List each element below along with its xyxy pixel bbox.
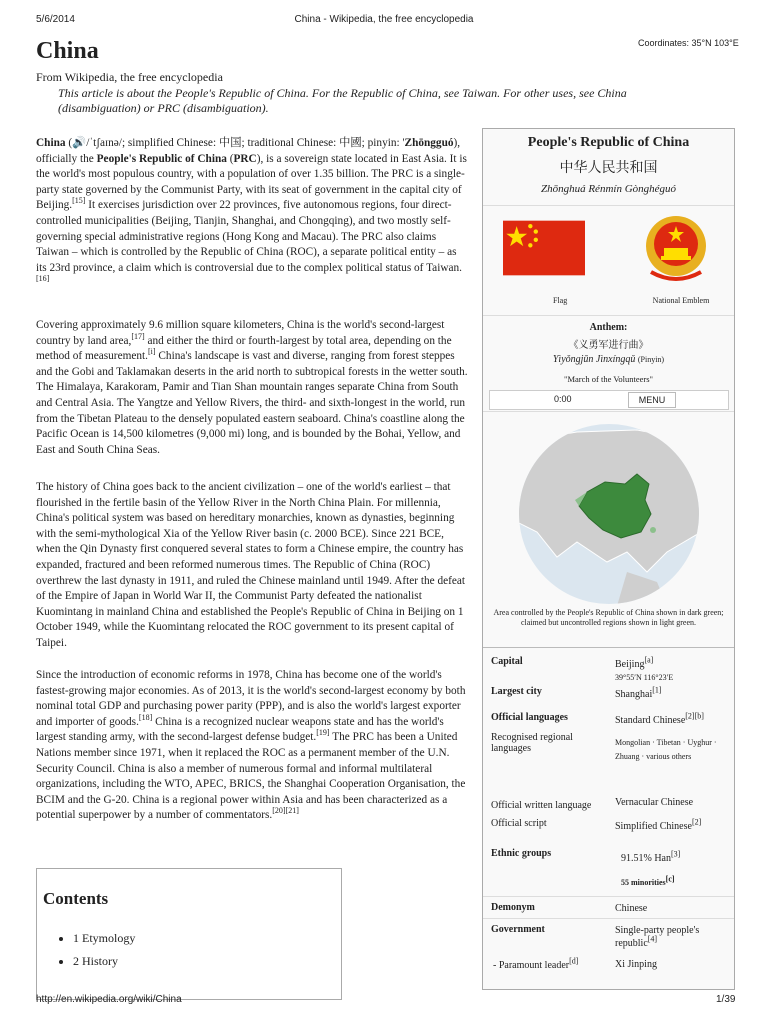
lead-paragraph-4: Since the introduction of economic reforms in 1978, China has become one of the world's fastest-growing major economies. As of 2013, it is the world's second-largest economy by both nominal total GDP and purchasing power parity (PPP), and is also the world's largest exporter and importer of goods.[18] China is a recognized nuclear weapons state and has the world's largest standing army, with the second-largest defense budget.[19] The PRC has been a United Nations member since 1971, when it replaced the ROC as a permanent member of the U.N. Security Council. China is also a member of numerous formal and informal multilateral organizations, including the WTO, APEC, BRICS, the Shanghai Cooperation Organisation, the BCIM and the G-20. China is a regional power within Asia and has been characterized as a potential superpower by a number of commentators.[20][21] (36, 669, 466, 822)
ipa-pronunciation[interactable]: /ˈtʃaɪnə/ (86, 137, 122, 149)
pinyin-name: Zhōngguó (404, 137, 454, 149)
capital-coords: 39°55′N 116°23′E (615, 673, 674, 682)
location-map[interactable] (517, 422, 701, 606)
tagline: From Wikipedia, the free encyclopedia (36, 70, 223, 84)
official-languages-value[interactable]: Standard Chinese (615, 715, 686, 726)
ethnic-groups-value-1: 91.51% Han (621, 853, 671, 864)
table-of-contents (36, 868, 342, 1000)
citation[interactable]: [16] (36, 274, 50, 284)
lead-paragraph-2: Covering approximately 9.6 million square kilometers, China is the world's second-largest country by land area,[17] and either the third or fourth-largest by total area, depending on the method of measurement.[i] China's landscape is vast and diverse, ranging from forest steppes and the Gobi and Taklamakan deserts in the arid north to subtropical forests in the wetter south. The Himalaya, Karakoram, Pamir and Tian Shan mountain ranges separate China from South and Central Asia. The Yangtze and Yellow Rivers, the third- and sixth-longest in the world, run from the Tibetan Plateau to the densely populated eastern seaboard. China's coastline along the Pacific Ocean is 14,500 kilometres (9,000 mi) long, and is bounded by the Bohai, Yellow, and East and South China Seas. (36, 319, 468, 456)
leader-value[interactable]: Xi Jinping (615, 959, 657, 970)
print-date: 5/6/2014 (36, 14, 75, 25)
map-caption: Area controlled by the People's Republic of China shown in dark green; claimed but uncontrolled regions shown in light green. (493, 608, 724, 627)
government-label: Government (491, 924, 545, 935)
citation[interactable]: [19] (316, 728, 330, 738)
lead-paragraph-1: China (🔊/ˈtʃaɪnə/; simplified Chinese: 中国; traditional Chinese: 中國; pinyin: 'Zhōngguó), officially the People's Republic of China (PRC), is a sovereign state located in East Asia. It is the world's most populous country, with a population of over 1.35 billion. The PRC is a single-party state governed by the Communist Party, with its seat of government in the capital city of Beijing.[15] It exercises jurisdiction over 22 provinces, five autonomous regions, four direct-controlled municipalities (Beijing, Tianjin, Shanghai, and Chongqing), and two mostly self-governing special administrative regions (Hong Kong and Macau). The PRC also claims Taiwan – which is controlled by the Republic of China (ROC), a separate political entity – as its 23rd province, a claim which is controversial due to the complex political status of Taiwan.[16] (36, 137, 467, 284)
anthem-english: "March of the Volunteers" (563, 374, 653, 384)
flag-caption: Flag (553, 296, 568, 305)
toc-title: Contents (43, 889, 109, 908)
written-language-label: Official written language (491, 800, 592, 811)
anthem-native: 《义勇军进行曲》 (568, 340, 649, 351)
citation[interactable]: [17] (131, 331, 145, 341)
infobox-native-name: 中华人民共和国 (559, 161, 658, 176)
page-url: http://en.wikipedia.org/wiki/China (36, 994, 182, 1005)
speaker-icon[interactable]: 🔊 (72, 137, 87, 149)
official-name: People's Republic of China (96, 152, 227, 165)
page-number: 1/39 (716, 994, 736, 1005)
article-name: China (36, 137, 66, 149)
demonym-value: Chinese (615, 903, 648, 914)
official-script-label: Official script (491, 818, 547, 829)
audio-player[interactable] (489, 390, 729, 410)
citation[interactable]: [i] (148, 347, 156, 357)
anthem-pinyin: Yìyǒngjūn Jìnxíngqǔ (552, 354, 636, 365)
infobox-romanized-name: Zhōnghuá Rénmín Gònghéguó (540, 183, 677, 195)
capital-value[interactable]: Beijing (615, 659, 645, 670)
regional-languages-label: Recognised regional languages (491, 732, 573, 754)
audio-time: 0:00 (554, 394, 572, 404)
national-emblem-image[interactable] (643, 212, 709, 286)
infobox: People's Republic of China 中华人民共和国 Zhōnghuá Rénmín Gònghéguó Flag National Emblem Anthem: 《义勇军进行曲》 Yìyǒngjūn Jìnxíngqǔ (Pinyin) "March of the Volunteers" 0:00 MENU Area controlled by the People's Republic of China shown in dark green; claimed but uncontrolled regions shown in light green. Capital Beijing[a] 39°55′N 116°23′E Largest city Shanghai[1] Official languages Standard Chinese[2][b] Recognised regional languages Mongolian · Tibetan · Uyghur · Zhuang · various others Official written language Vernacular Chinese Official script Simplified Chinese[2] Ethnic groups 91.51% Han[3] 55 minorities[c] Demonym Chinese Government Single-party people's republic[4] - Paramount leader[d] Xi Jinping (482, 128, 735, 990)
capital-label: Capital (491, 656, 523, 667)
coordinates[interactable]: Coordinates: 35°N 103°E (638, 38, 739, 48)
page-title: China (36, 38, 99, 64)
toc-item-history[interactable]: • 2 History (73, 954, 135, 969)
print-page-title: China - Wikipedia, the free encyclopedia (294, 14, 474, 25)
official-script-value[interactable]: Simplified Chinese (615, 821, 692, 832)
ethnic-groups-label: Ethnic groups (491, 848, 552, 859)
flag-image[interactable] (503, 220, 585, 276)
citation[interactable]: [18] (138, 713, 153, 723)
largest-city-label: Largest city (491, 686, 542, 697)
infobox-title: People's Republic of China (527, 135, 690, 150)
citation[interactable]: [20][21] (272, 806, 299, 816)
hatnote: This article is about the People's Republic of China. For the Republic of China, see Taiwan. For other uses, see China (disambiguation) or PRC (disambiguation). (58, 86, 627, 115)
largest-city-value[interactable]: Shanghai (615, 689, 653, 700)
lead-paragraph-3: The history of China goes back to the ancient civilization – one of the world's earliest – that flourished in the fertile basin of the Yellow River in the North China Plain. For millennia, China's political system was based on hereditary monarchies, known as dynasties, beginning with the semi-mythological Xia of the Yellow River basin (c. 2000 BCE). Since 221 BCE, when the Qin Dynasty first conquered several states to form a Chinese empire, the country has expanded, fractured and been reformed numerous times. The Republic of China (ROC) overthrew the last dynasty in 1911, and ruled the Chinese mainland until 1949. After the defeat of the Empire of Japan in World War II, the Communist Party defeated the nationalist Kuomintang in mainland China and established the People's Republic of China in Beijing on 1 October 1949, while the Kuomintang relocated the ROC government to its present capital of Taipei. (36, 481, 466, 649)
emblem-caption: National Emblem (652, 296, 710, 305)
official-languages-label: Official languages (491, 712, 568, 723)
anthem-label: Anthem: (589, 322, 628, 333)
toc-item-etymology[interactable]: • 1 Etymology (73, 931, 135, 946)
demonym-label: Demonym (491, 902, 535, 913)
government-value[interactable]: Single-party people's republic (615, 925, 700, 949)
audio-menu-button[interactable]: MENU (628, 392, 676, 408)
regional-languages-value[interactable]: Mongolian · Tibetan · Uyghur · Zhuang · various others (615, 738, 717, 761)
leader-title-label[interactable]: Paramount leader (498, 960, 570, 971)
written-language-value[interactable]: Vernacular Chinese (615, 797, 694, 808)
citation[interactable]: [15] (72, 196, 86, 206)
ethnic-groups-value-2: 55 minorities (621, 878, 666, 887)
